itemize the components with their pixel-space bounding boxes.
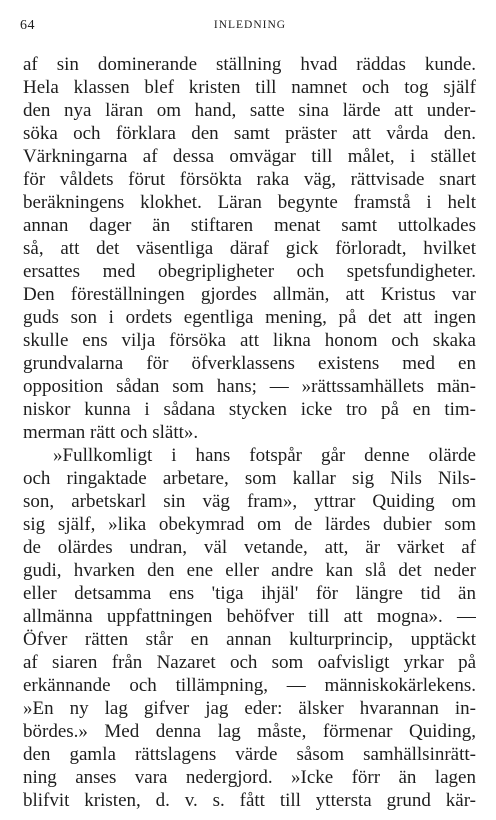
text-line: skulle ens vilja försöka att likna honom och skaka (23, 330, 476, 351)
text-line: af sin dominerande ställning hvad räddas kunde. (23, 54, 476, 75)
text-line: erkännande och tillämpning, — människokärlekens. (23, 675, 476, 696)
text-line: de olärdes undran, väl vetande, att, är värket af (23, 537, 476, 558)
text-line: »En ny lag gifver jag eder: älsker hvarannan in- (23, 698, 476, 719)
text-line: eller detsamma ens 'tiga ihjäl' för längre tid än (23, 583, 476, 604)
text-line: och ringaktade arbetare, som kallar sig Nils Nils- (23, 468, 476, 489)
body-text (23, 53, 476, 812)
running-head: INLEDNING (213, 19, 287, 31)
text-line: Öfver rätten står en annan kulturprincip, upptäckt (23, 629, 476, 650)
text-line: grundvalarna för öfverklassens existens med en (23, 353, 476, 374)
text-line: gudi, hvarken den ene eller andre kan slå det neder (23, 560, 476, 581)
text-line: Hela klassen blef kristen till namnet och tog själf (23, 77, 476, 98)
text-line: bördes.» Med denna lag måste, förmenar Quiding, (23, 721, 476, 742)
text-line: ersattes med obegripligheter och spetsfundigheter. (23, 261, 476, 282)
text-line: annan dager än stiftaren menat samt uttolkades (23, 215, 476, 236)
text-line: den gamla rättslagens värde såsom samhällsinrätt- (23, 744, 476, 765)
text-line: opposition sådan som hans; — »rättssamhällets män- (23, 376, 476, 397)
text-line: merman rätt och slätt». (23, 422, 199, 443)
text-line: niskor kunna i sådana stycken icke tro på en tim- (23, 399, 476, 420)
text-line: beräkningens klokhet. Läran begynte framstå i helt (23, 192, 476, 213)
text-line: son, arbetskarl sin väg fram», yttrar Quiding om (23, 491, 476, 512)
text-line: allmänna uppfattningen behöfver till att mogna». — (23, 606, 476, 627)
text-line: den nya läran om hand, satte sina lärde att under- (23, 100, 476, 121)
text-line: så, att det väsentliga däraf gick förloradt, hvilket (23, 238, 476, 259)
text-line: sig själf, »lika obekymrad om de lärdes dubier som (23, 514, 476, 535)
text-line: »Fullkomligt i hans fotspår går denne olärde (53, 445, 476, 466)
text-line: Värkningarna af dessa omvägar till målet, i stället (23, 146, 476, 167)
text-line: blifvit kristen, d. v. s. fått till yttersta grund kär- (23, 790, 476, 811)
page-header (20, 18, 480, 36)
text-line: guds son i ordets egentliga mening, på det att ingen (23, 307, 476, 328)
text-line: Den föreställningen gjordes allmän, att Kristus var (23, 284, 476, 305)
text-line: söka och förklara den samt präster att vårda den. (23, 123, 476, 144)
text-line: af siaren från Nazaret och som oafvisligt yrkar på (23, 652, 476, 673)
text-line: ning anses vara nedergjord. »Icke förr än lagen (23, 767, 476, 788)
text-line: för våldets förut försökta raka väg, rättvisade snart (23, 169, 476, 190)
page-number: 64 (20, 18, 35, 33)
